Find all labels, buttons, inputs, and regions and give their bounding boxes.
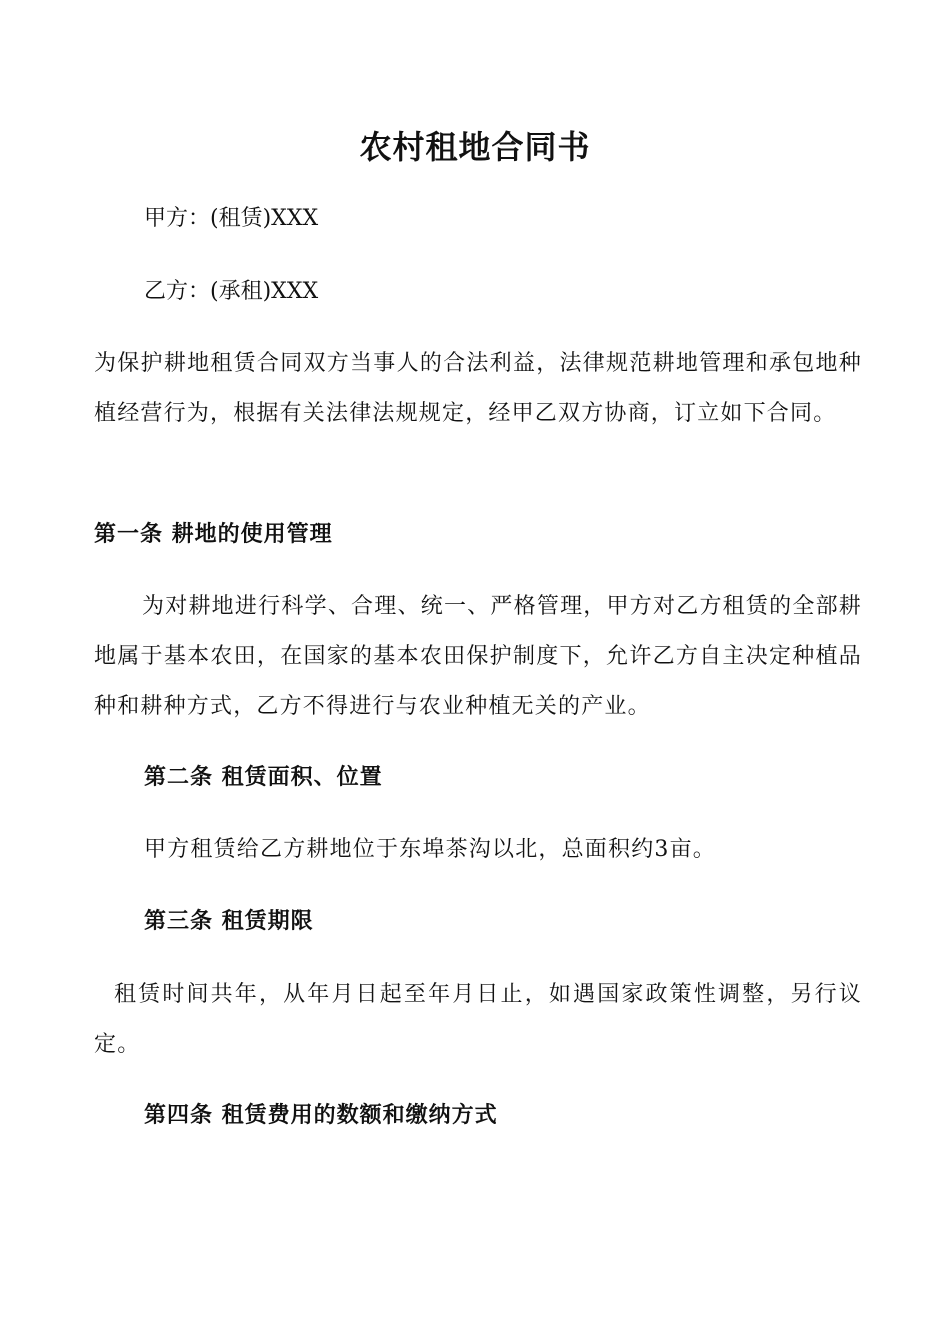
section-4-heading: 第四条 租赁费用的数额和缴纳方式 bbox=[144, 1103, 498, 1128]
intro-paragraph: 为保护耕地租赁合同双方当事人的合法利益，法律规范耕地管理和承包地种植经营行为，根据有关法律法规规定，经甲乙双方协商，订立如下合同。 bbox=[94, 351, 862, 426]
section-3-body: 租赁时间共年，从年月日起至年月日止，如遇国家政策性调整，另行议定。 bbox=[94, 982, 862, 1057]
section-2-body: 甲方租赁给乙方耕地位于东埠茶沟以北，总面积约3亩。 bbox=[144, 837, 716, 862]
party-b-line: 乙方：(承租)XXX bbox=[144, 279, 319, 304]
document-title: 农村租地合同书 bbox=[359, 128, 591, 166]
section-3-heading: 第三条 租赁期限 bbox=[144, 909, 314, 934]
section-1-heading: 第一条 耕地的使用管理 bbox=[94, 522, 333, 547]
section-2-heading: 第二条 租赁面积、位置 bbox=[144, 765, 383, 790]
party-a-line: 甲方：(租赁)XXX bbox=[144, 206, 319, 231]
section-1-body: 为对耕地进行科学、合理、统一、严格管理，甲方对乙方租赁的全部耕地属于基本农田，在国家的基本农田保护制度下，允许乙方自主决定种植品种和耕种方式，乙方不得进行与农业种植无关的产业。 bbox=[94, 594, 862, 719]
